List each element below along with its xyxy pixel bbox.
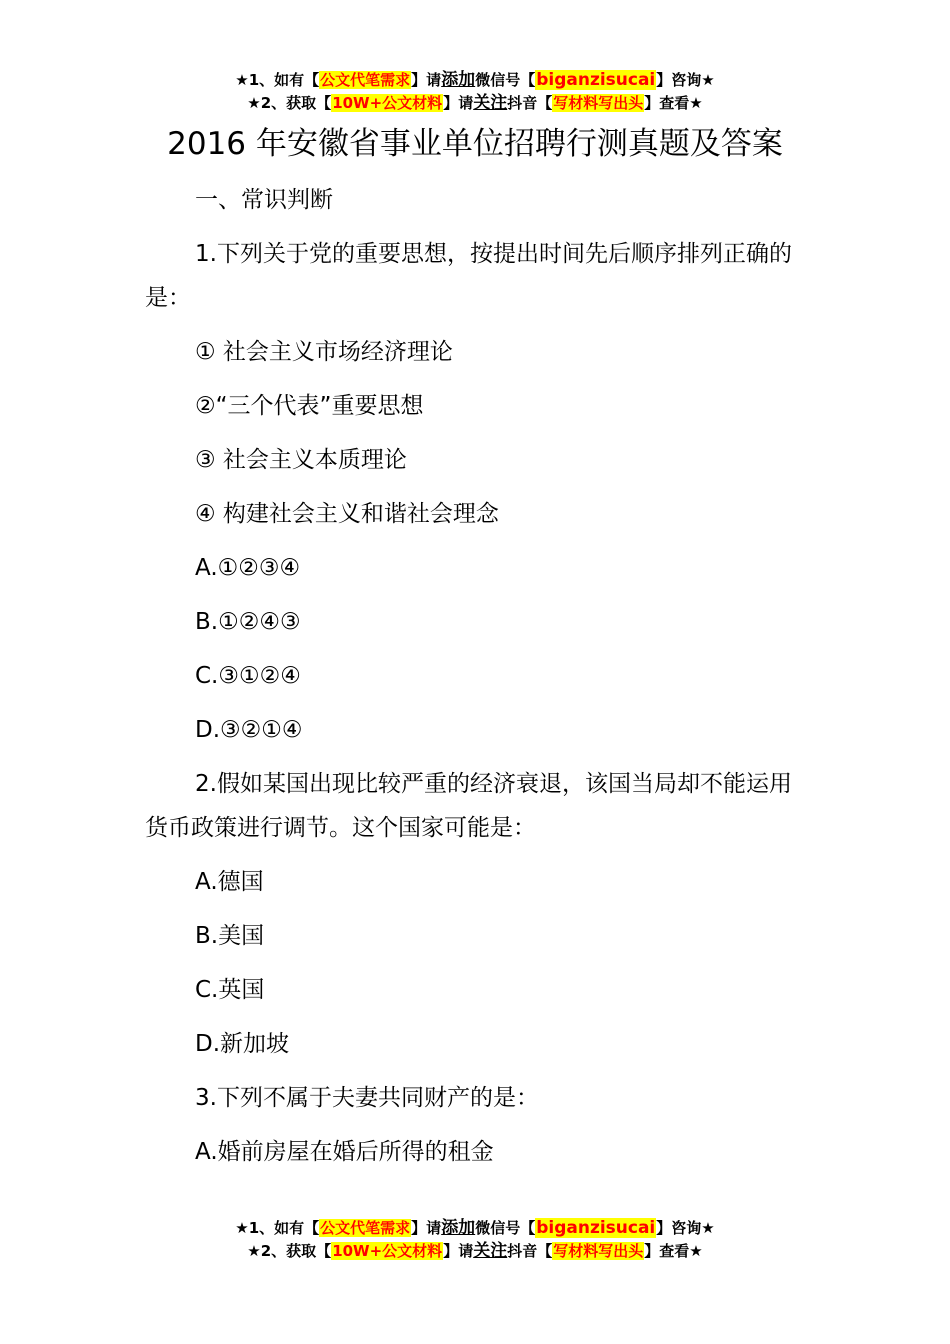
banner-text: 】请 bbox=[443, 1242, 474, 1260]
banner-text: 】咨询★ bbox=[656, 71, 715, 89]
banner-text: 】请 bbox=[411, 71, 442, 89]
header-banner bbox=[0, 69, 950, 115]
banner-text: ★1、如有【 bbox=[235, 1219, 320, 1237]
banner-highlight: 10W+公文材料 bbox=[332, 1242, 443, 1260]
banner-text: 】咨询★ bbox=[656, 1219, 715, 1237]
douyin-highlight: 写材料写出头 bbox=[553, 94, 644, 112]
answer-option: B.①②④③ bbox=[195, 609, 301, 635]
banner-line-1 bbox=[0, 69, 950, 92]
statement-item: ① 社会主义市场经济理论 bbox=[195, 339, 453, 365]
statement-item: ③ 社会主义本质理论 bbox=[195, 447, 407, 473]
answer-option: D.③②①④ bbox=[195, 717, 303, 743]
answer-option: D.新加坡 bbox=[195, 1031, 290, 1057]
answer-option: C.英国 bbox=[195, 977, 265, 1003]
question-3: 3.下列不属于夫妻共同财产的是： bbox=[195, 1085, 539, 1111]
answer-option: A.①②③④ bbox=[195, 555, 301, 581]
banner-highlight: 公文代笔需求 bbox=[320, 1219, 411, 1237]
banner-text: 】请 bbox=[411, 1219, 442, 1237]
answer-option: A.婚前房屋在婚后所得的租金 bbox=[195, 1139, 494, 1165]
banner-text: 】查看★ bbox=[644, 1242, 703, 1260]
statement-item: ④ 构建社会主义和谐社会理念 bbox=[195, 501, 499, 527]
banner-text: 】查看★ bbox=[644, 94, 703, 112]
banner-highlight: 10W+公文材料 bbox=[332, 94, 443, 112]
footer-banner bbox=[0, 1217, 950, 1263]
douyin-highlight: 写材料写出头 bbox=[553, 1242, 644, 1260]
document-body bbox=[145, 178, 813, 1184]
banner-text: 抖音【 bbox=[507, 94, 553, 112]
document-title: 2016 年安徽省事业单位招聘行测真题及答案 bbox=[167, 126, 783, 162]
banner-line-2 bbox=[0, 92, 950, 115]
section-heading: 一、常识判断 bbox=[195, 187, 333, 213]
banner-line-1 bbox=[0, 1217, 950, 1240]
answer-option: B.美国 bbox=[195, 923, 265, 949]
banner-text: ★2、获取【 bbox=[247, 94, 332, 112]
banner-text: 】请 bbox=[443, 94, 474, 112]
answer-option: C.③①②④ bbox=[195, 663, 301, 689]
question-1: 1.下列关于党的重要思想，按提出时间先后顺序排列正确的是： bbox=[145, 241, 792, 311]
banner-underlined: 添加 bbox=[441, 70, 476, 90]
banner-text: 微信号【 bbox=[475, 71, 536, 89]
banner-underlined: 关注 bbox=[473, 93, 508, 113]
wechat-id-highlight: biganzisucai bbox=[536, 1218, 656, 1238]
statement-item: ②“三个代表”重要思想 bbox=[195, 393, 424, 419]
answer-option: A.德国 bbox=[195, 869, 264, 895]
banner-highlight: 公文代笔需求 bbox=[320, 71, 411, 89]
banner-underlined: 添加 bbox=[441, 1218, 476, 1238]
wechat-id-highlight: biganzisucai bbox=[536, 70, 656, 90]
banner-text: 抖音【 bbox=[507, 1242, 553, 1260]
banner-text: ★1、如有【 bbox=[235, 71, 320, 89]
banner-underlined: 关注 bbox=[473, 1241, 508, 1261]
banner-line-2 bbox=[0, 1240, 950, 1263]
banner-text: 微信号【 bbox=[475, 1219, 536, 1237]
question-2: 2.假如某国出现比较严重的经济衰退，该国当局却不能运用货币政策进行调节。这个国家可能是： bbox=[145, 771, 792, 841]
banner-text: ★2、获取【 bbox=[247, 1242, 332, 1260]
